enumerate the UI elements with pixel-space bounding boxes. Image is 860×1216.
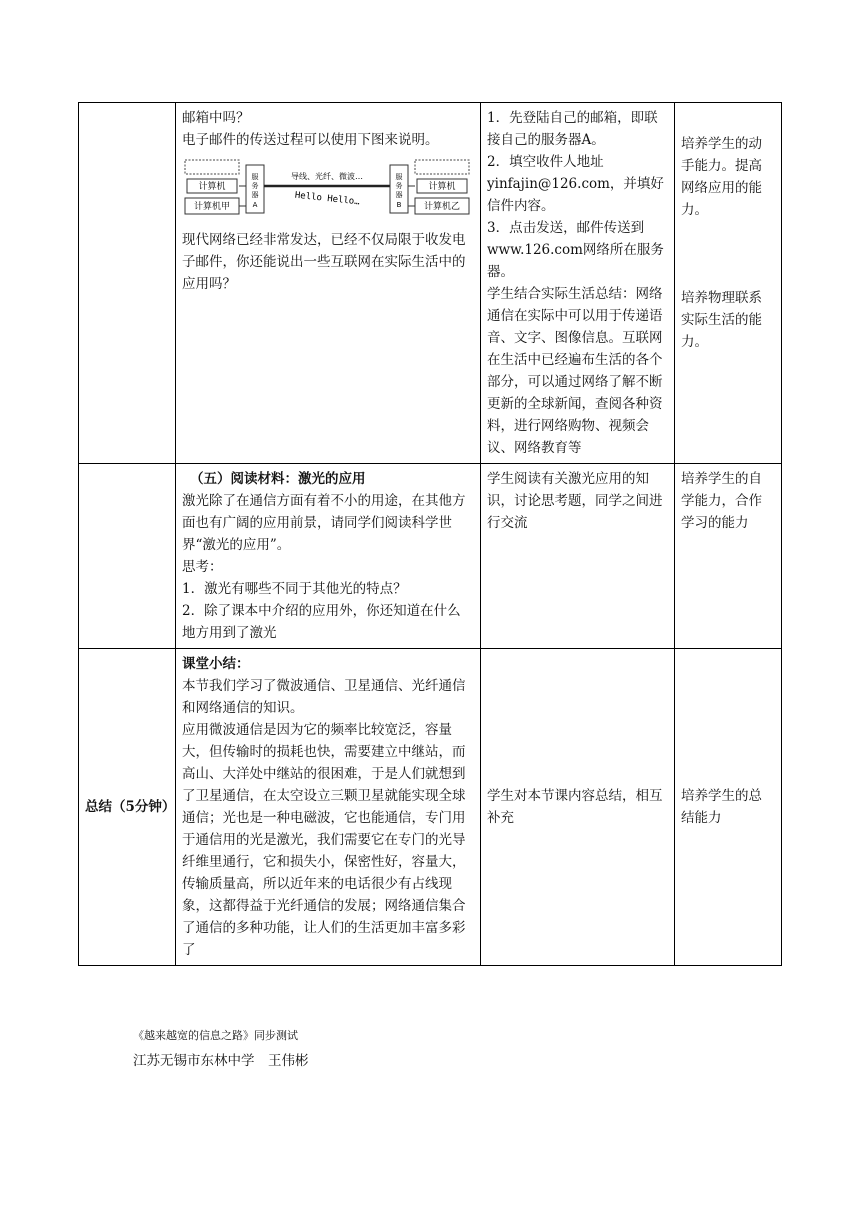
- lesson-plan-table: [78, 102, 782, 966]
- server-right-label: 服: [395, 173, 403, 181]
- svg-text:器: 器: [251, 191, 259, 199]
- student-step: 3．点击发送，邮件传送到www.126.com网络所在服务器。: [487, 220, 664, 280]
- student-summary: 学生结合实际生活总结：网络通信在实际中可以用于传递语音、文字、图像信息。互联网在生活中已经遍布生活的各个部分，可以通过网络了解不断更新的全球新闻，查阅各种资料，进行网络购物、视频会议、网络教育等: [487, 286, 663, 456]
- purpose-cell: [675, 464, 782, 649]
- pc-right-bottom-label: 计算机乙: [423, 202, 461, 212]
- summary-text: 应用微波通信是因为它的频率比较宽泛，容量大，但传输时的损耗也快，需要建立中继站，而高山、大洋处中继站的很困难，于是人们就想到了卫星通信，在太空设立三颗卫星就能实现全球通信；光也是一种电磁波，它也能通信，专门用于通信用的光是激光，我们需要它在专门的光导纤维里通行，它和损失小，保密性好，容量大，传输质量高，所以近年来的电话很少有占线现象，这都得益于光纤通信的发展；网络通信集合了通信的多种功能，让人们的生活更加丰富多彩了: [182, 722, 466, 958]
- student-text: 学生阅读有关激光应用的知识，讨论思考题，同学之间进行交流: [487, 471, 663, 531]
- purpose-text: 培养学生的动手能力。提高网络应用的能力。: [681, 136, 762, 218]
- section-cell-empty: [79, 464, 176, 649]
- purpose-text: 培养学生的总结能力: [681, 788, 762, 826]
- table-row: [79, 649, 782, 966]
- think-label: 思考：: [182, 559, 223, 575]
- link-label: 导线、光纤、微波…: [291, 172, 363, 181]
- purpose-cell: [675, 103, 782, 464]
- student-text: 学生对本节课内容总结，相互补充: [487, 788, 663, 826]
- summary-text: 本节我们学习了微波通信、卫星通信、光纤通信和网络通信的知识。: [182, 678, 466, 716]
- hello-text: Hello Hello…: [294, 190, 361, 208]
- document-title: 《越来越宽的信息之路》同步测试: [133, 1029, 298, 1042]
- student-step: 2．填空收件人地址yinfajin@126.com，并填好信件内容。: [487, 154, 664, 214]
- question: 1．激光有哪些不同于其他光的特点？: [182, 581, 407, 597]
- student-step: 1．先登陆自己的邮箱，即联接自己的服务器A。: [487, 110, 658, 148]
- table-row: [79, 103, 782, 464]
- reading-heading: （五）阅读材料：激光的应用: [190, 471, 366, 487]
- svg-text:B: B: [396, 201, 402, 209]
- teacher-activity-cell: [176, 103, 481, 464]
- teacher-text: 电子邮件的传送过程可以使用下图来说明。: [182, 132, 439, 148]
- pc-box: [185, 160, 239, 174]
- pc-left-top-label: 计算机: [198, 182, 226, 192]
- student-activity-cell: [481, 464, 675, 649]
- teacher-activity-cell: [176, 464, 481, 649]
- server-left-label: 服: [251, 173, 259, 181]
- pc-box: [415, 160, 469, 174]
- student-activity-cell: [481, 649, 675, 966]
- student-activity-cell: [481, 103, 675, 464]
- reading-intro: 激光除了在通信方面有着不小的用途，在其他方面也有广阔的应用前景，请同学们阅读科学世界“激光的应用”。: [182, 493, 466, 553]
- section-cell: 总结（5分钟）: [79, 649, 176, 966]
- email-transfer-diagram: [182, 157, 472, 219]
- svg-text:务: 务: [251, 182, 259, 190]
- svg-text:器: 器: [395, 191, 403, 199]
- author-line: 江苏无锡市东林中学 王伟彬: [133, 1053, 309, 1069]
- question: 2．除了课本中介绍的应用外，你还知道在什么地方用到了激光: [182, 603, 461, 641]
- purpose-text: 培养学生的自学能力，合作学习的能力: [681, 471, 762, 531]
- pc-right-top-label: 计算机: [428, 182, 456, 192]
- table-row: [79, 464, 782, 649]
- purpose-text: 培养物理联系实际生活的能力。: [681, 290, 762, 350]
- summary-heading: 课堂小结：: [182, 656, 250, 672]
- teacher-text: 现代网络已经非常发达，已经不仅局限于收发电子邮件，你还能说出一些互联网在实际生活中的应用吗？: [182, 232, 466, 292]
- section-cell-empty: [79, 103, 176, 464]
- svg-text:务: 务: [395, 182, 403, 190]
- svg-text:A: A: [252, 201, 258, 209]
- purpose-cell: [675, 649, 782, 966]
- teacher-activity-cell: [176, 649, 481, 966]
- pc-left-bottom-label: 计算机甲: [193, 202, 231, 212]
- teacher-text: 邮箱中吗？: [182, 110, 250, 126]
